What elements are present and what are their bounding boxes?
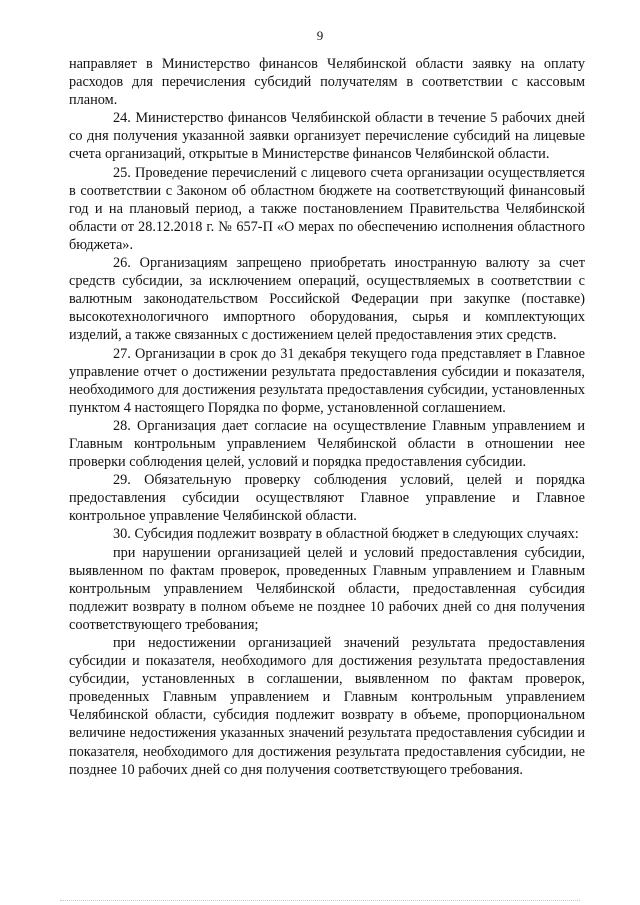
document-body (69, 55, 585, 779)
paragraph-30: 30. Субсидия подлежит возврату в областной бюджет в следующих случаях: (113, 526, 579, 543)
paragraph-27: 27. Организации в срок до 31 декабря текущего года представляет в Главное управление отчет о достижении результата предоставления субсидии и показателя, необходимого для достижения результата предоставления субсидии, установленных пунктом 4 настоящего Порядка по форме, установленной соглашением. (69, 345, 585, 416)
paragraph-30-case-underachievement: при недостижении организацией значений результата предоставления субсидии и показателя, необходимого для достижения результата предоставления субсидии, установленных в соглашении, выявленном по фактам проверок, проведенных Главным управлением и Главным контрольным управлением Челябинской области, субсидия подлежит возврату в объеме, пропорциональном величине недостижения указанных значений результата предоставления субсидии и показателя, необходимого для достижения результата предоставления субсидии, не позднее 10 рабочих дней со дня получения соответствующего требования. (69, 635, 585, 778)
paragraph-30-case-violation: при нарушении организацией целей и условий предоставления субсидии, выявленном по фактам проверок, проведенных Главным управлением и Главным контрольным управлением Челябинской области, предоставленная субсидия подлежит возврату в полном объеме не позднее 10 рабочих дней со дня получения соответствующего требования; (69, 544, 585, 633)
paragraph-29: 29. Обязательную проверку соблюдения условий, целей и порядка предоставления субсидии осуществляют Главное управление и Главное контрольное управление Челябинской области. (69, 472, 585, 525)
paragraph-28: 28. Организация дает согласие на осуществление Главным управлением и Главным контрольным управлением Челябинской области в отношении нее проверки соблюдения целей, условий и порядка предоставления субсидии. (69, 417, 585, 471)
bottom-edge-rule (60, 900, 580, 901)
paragraph-24: 24. Министерство финансов Челябинской области в течение 5 рабочих дней со дня получения указанной заявки организует перечисление субсидий на лицевые счета организаций, открытые в Министерстве финансов Челябинской области. (69, 110, 585, 163)
page-number: 9 (316, 28, 324, 43)
paragraph-continuation: направляет в Министерство финансов Челябинской области заявку на оплату расходов для перечисления субсидий получателям в соответствии с кассовым планом. (69, 56, 585, 109)
paragraph-25: 25. Проведение перечислений с лицевого счета организации осуществляется в соответствии с Законом об областном бюджете на соответствующий финансовый год и на плановый период, а также постановлением Правительства Челябинской области от 28.12.2018 г. № 657-П «О мерах по обеспечению исполнения областного бюджета». (69, 164, 585, 253)
paragraph-26: 26. Организациям запрещено приобретать иностранную валюту за счет средств субсидии, за исключением операций, осуществляемых в соответствии с валютным законодательством Российской Федерации при закупке (поставке) высокотехнологичного импортного оборудования, сырья и комплектующих изделий, а также связанных с достижением целей предоставления этих средств. (69, 255, 585, 344)
